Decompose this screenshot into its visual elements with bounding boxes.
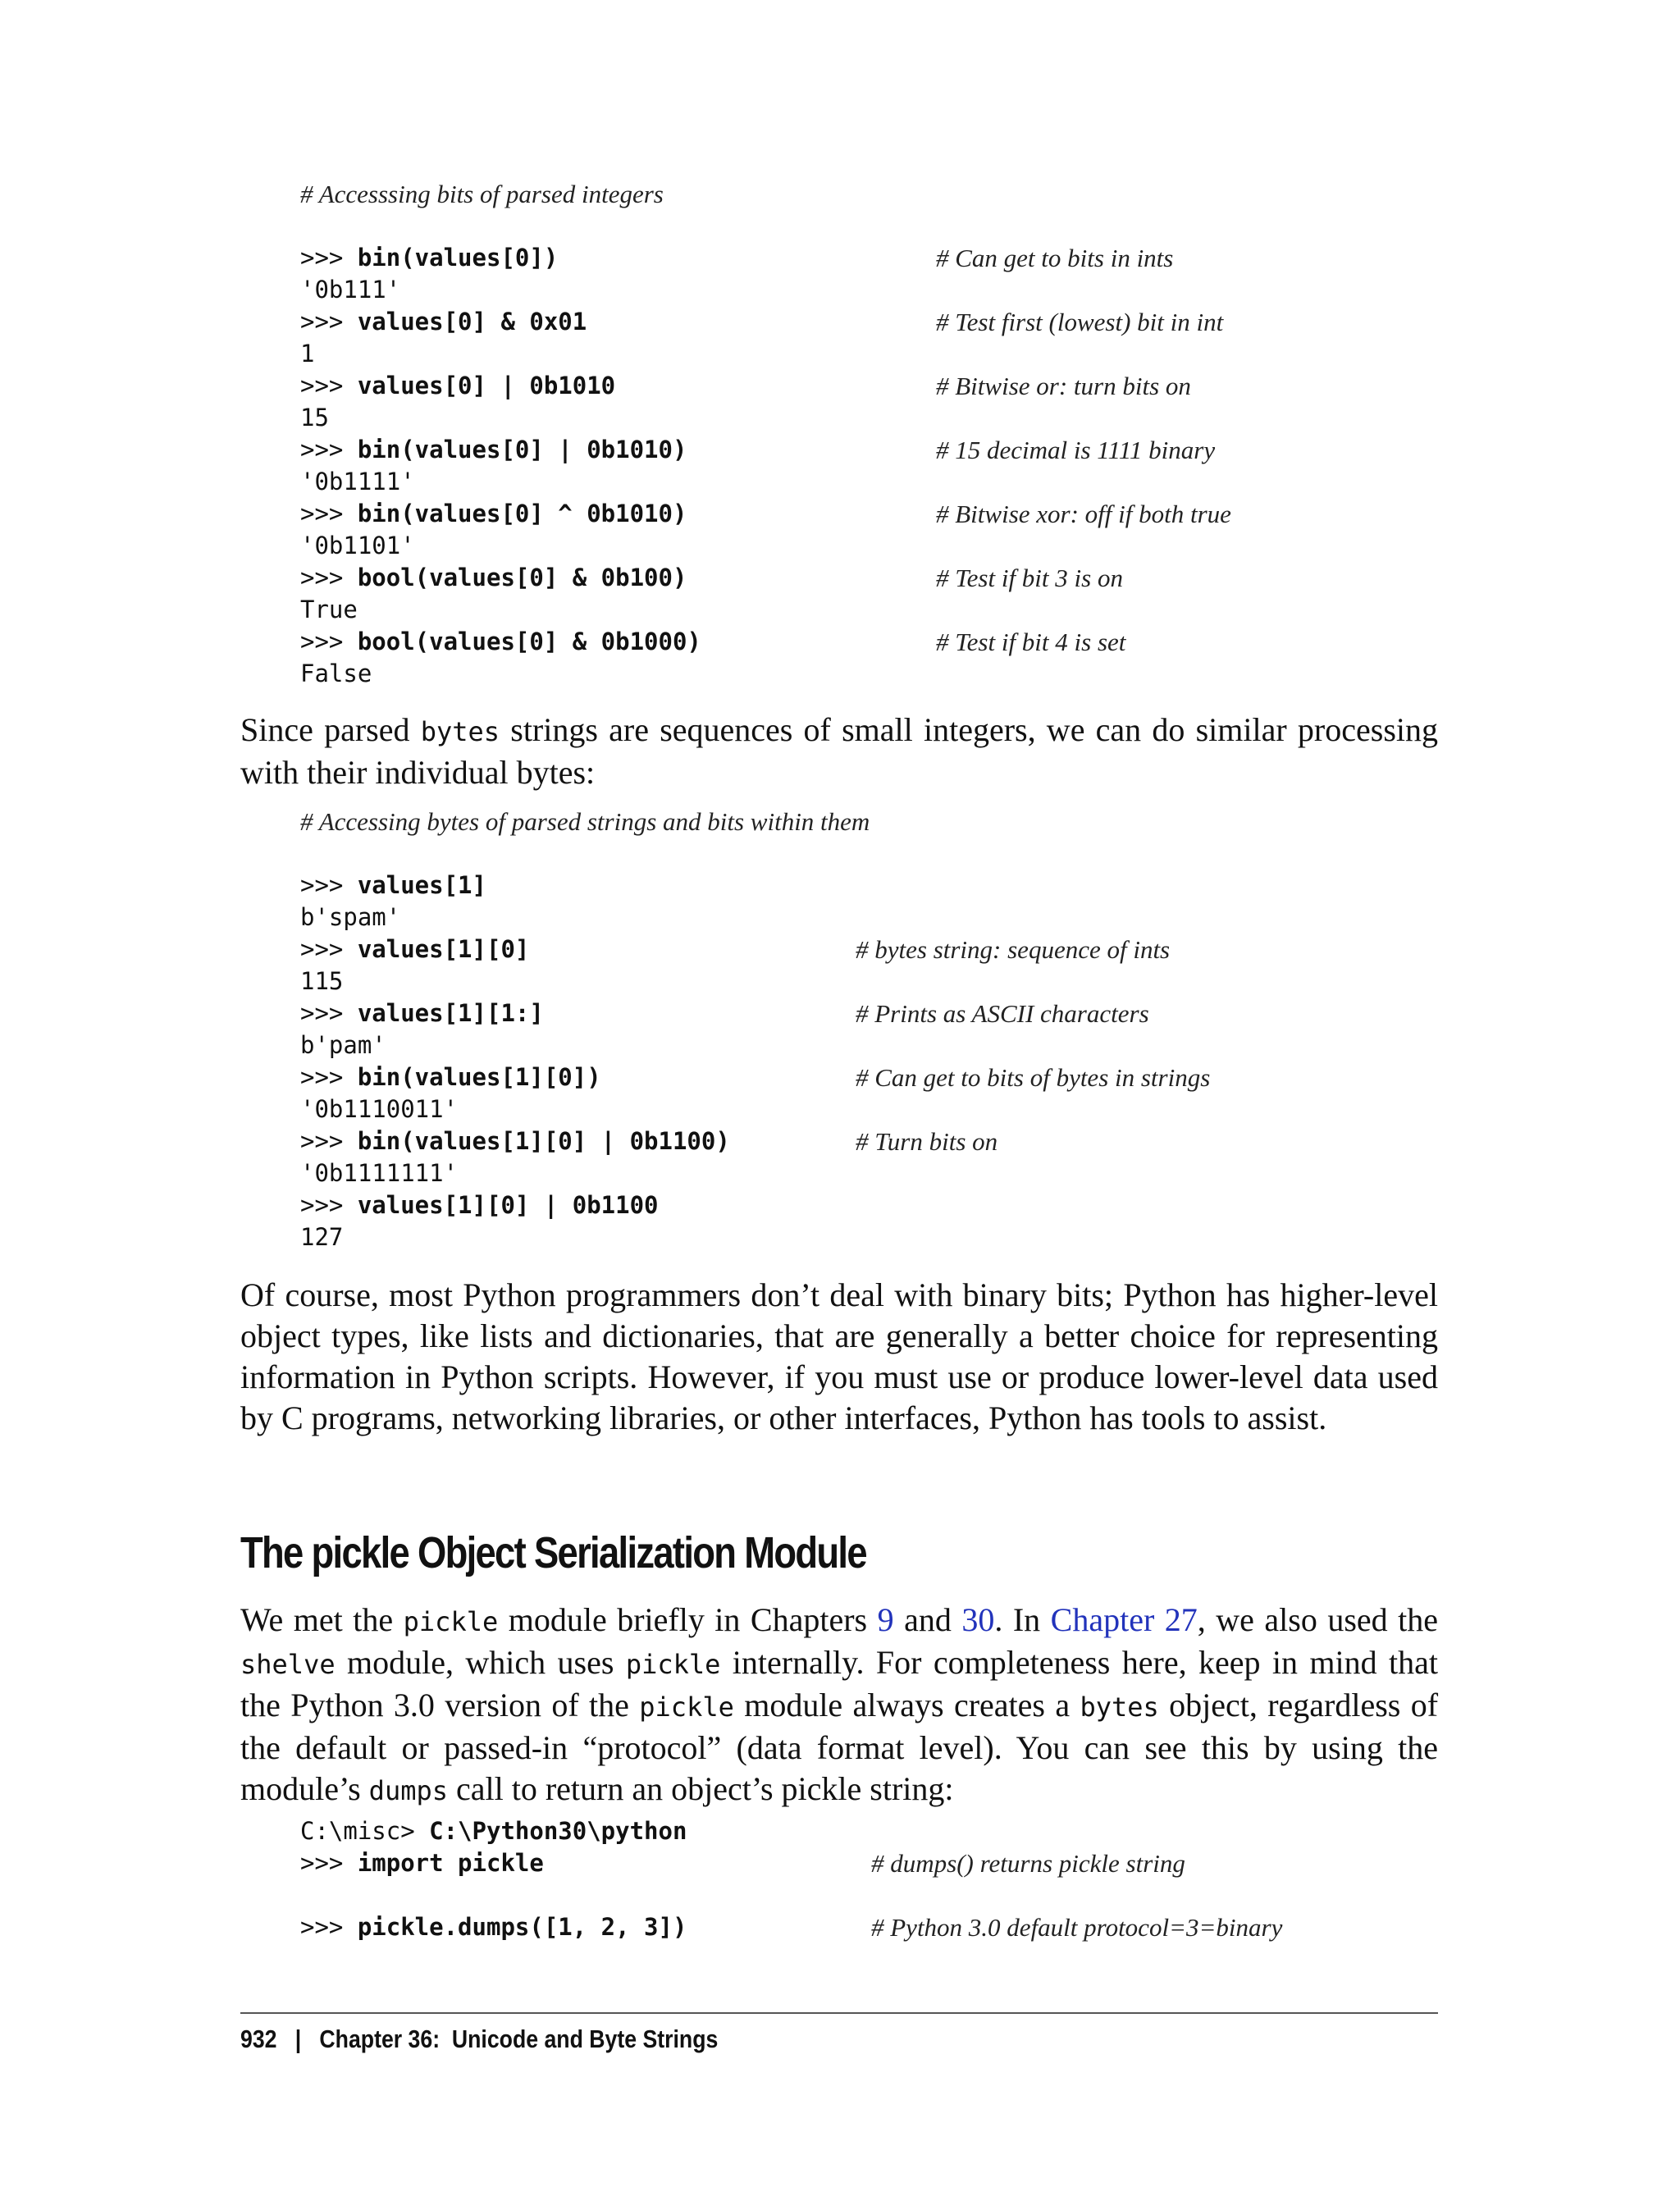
prompt: >>> [300,935,358,963]
link-chapter-9[interactable]: 9 [877,1601,894,1638]
code-command: values[1] [357,871,486,899]
code-command: values[1][0] | 0b1100 [357,1191,659,1219]
code-comment: # Test if bit 4 is set [936,628,1126,656]
code-line [300,1189,870,1221]
code-command: bin(values[0] | 0b1010) [357,436,687,463]
code-line [300,1815,687,1847]
code-block-bytes-of-strings [300,806,1211,1253]
code-comment: # Test if bit 3 is on [936,564,1123,592]
page-number: 932 [240,2025,277,2053]
code-command: bool(values[0] & 0b100) [357,564,687,591]
text: Since parsed [240,711,421,748]
prompt: >>> [300,1127,358,1155]
inline-code: dumps [368,1775,448,1806]
code-line [300,998,1149,1029]
prompt: >>> [300,372,358,399]
text: . In [994,1601,1051,1638]
text: object, regardless of the default or passed-in “protocol” (data format level). You can see this by using the module’s [240,1687,1439,1807]
code-output: 15 [300,404,329,431]
prompt: >>> [300,999,358,1027]
inline-code: bytes [420,716,500,747]
prompt: >>> [300,500,358,527]
code-line [300,498,1231,530]
prompt: >>> [300,244,358,272]
code-output: False [300,660,372,687]
code-comment: # Can get to bits in ints [936,244,1174,272]
inline-code: pickle [403,1606,499,1637]
prompt: >>> [300,564,358,591]
footer-separator: | [294,2025,302,2053]
code-command: bin(values[0]) [357,244,559,272]
link-chapter-30[interactable]: 30 [961,1601,995,1638]
code-comment: # 15 decimal is 1111 binary [936,436,1216,464]
code-output: '0b1111' [300,468,415,495]
code-comment: # Prints as ASCII characters [856,999,1149,1028]
code-output: '0b1101' [300,532,415,559]
code-output: 127 [300,1223,344,1251]
code-output: '0b1110011' [300,1095,459,1123]
code-block-bits-of-integers [300,178,1231,690]
prompt: >>> [300,1191,358,1219]
code-output: '0b1111111' [300,1159,459,1187]
inline-code: pickle [625,1649,721,1680]
code-line [300,1061,1211,1093]
prompt: >>> [300,308,358,336]
code-line [300,242,1174,274]
code-command: C:\Python30\python [429,1817,687,1845]
text: module briefly in Chapters [498,1601,878,1638]
code-comment: # Python 3.0 default protocol=3=binary [871,1913,1283,1942]
prompt: >>> [300,871,358,899]
code-comment: # Bitwise xor: off if both true [936,500,1231,528]
text: strings are sequences of small integers, we can do similar processing with their individual bytes: [240,711,1438,791]
prompt: C:\misc> [300,1817,430,1845]
code-comment: # Test first (lowest) bit in int [936,308,1224,336]
code-command: bin(values[0] ^ 0b1010) [357,500,687,527]
footer-rule [240,2012,1438,2014]
code-comment: # dumps() returns pickle string [871,1849,1185,1878]
paragraph-bytes-intro [240,710,1438,793]
code-command: values[1][1:] [357,999,544,1027]
code-comment: # Turn bits on [856,1127,998,1156]
code-output: '0b111' [300,276,401,304]
code-output: 1 [300,340,315,368]
code-comment: # Can get to bits of bytes in strings [856,1063,1211,1092]
code-line [300,562,1123,594]
inline-code: shelve [240,1649,336,1680]
text: , we also used the [1197,1601,1439,1638]
code-line [300,626,1126,658]
code-command: bin(values[1][0]) [357,1063,601,1091]
code-command: bool(values[0] & 0b1000) [357,628,701,655]
code-command: values[0] & 0x01 [357,308,587,336]
code-line [300,1125,998,1157]
link-chapter-27[interactable]: Chapter 27 [1050,1601,1198,1638]
prompt: >>> [300,628,358,655]
code-command: import pickle [357,1849,544,1877]
paragraph-binary-bits: Of course, most Python programmers don’t deal with binary bits; Python has higher-level object types, like lists and dictionaries, that are generally a better choice for representing information in Python scripts. However, if you must use or produce lower-level data used by C programs, networking libraries, or other interfaces, Python has tools to assist. [240,1276,1438,1436]
text: module always creates a [733,1687,1080,1723]
code-command: values[1][0] [357,935,530,963]
code-command: pickle.dumps([1, 2, 3]) [357,1913,687,1941]
code-output: True [300,596,358,623]
code-block-pickle [300,1815,1283,1943]
code-comment: # Bitwise or: turn bits on [936,372,1191,400]
code-comment-heading: # Accessing bytes of parsed strings and bits within them [300,807,870,836]
text: call to return an object’s pickle string: [448,1770,954,1807]
code-line [300,434,1216,466]
code-line [300,306,1224,338]
code-line [300,370,1191,402]
prompt: >>> [300,1063,358,1091]
code-command: bin(values[1][0] | 0b1100) [357,1127,730,1155]
prompt: >>> [300,436,358,463]
code-output: 115 [300,967,344,995]
code-output: b'spam' [300,903,401,931]
text: and [893,1601,962,1638]
inline-code: pickle [639,1691,734,1723]
paragraph-pickle-intro [240,1600,1438,1811]
section-heading: The pickle Object Serialization Module [240,1528,866,1577]
prompt: >>> [300,1913,358,1941]
code-line [300,1847,1185,1879]
code-command: values[0] | 0b1010 [357,372,616,399]
code-line [300,1911,1283,1943]
prompt: >>> [300,1849,358,1877]
running-chapter-title: Chapter 36: Unicode and Byte Strings [319,2025,719,2053]
page-footer [240,2025,718,2054]
code-line [300,934,1171,966]
code-comment: # bytes string: sequence of ints [856,935,1171,964]
code-line [300,870,870,902]
code-output: b'pam' [300,1031,386,1059]
text: internally. For completeness here, keep in mind that the Python 3.0 version of the [240,1644,1438,1723]
code-comment-heading: # Accesssing bits of parsed integers [300,180,664,208]
text: We met the [240,1601,404,1638]
inline-code: bytes [1080,1691,1159,1723]
text: module, which uses [335,1644,626,1681]
